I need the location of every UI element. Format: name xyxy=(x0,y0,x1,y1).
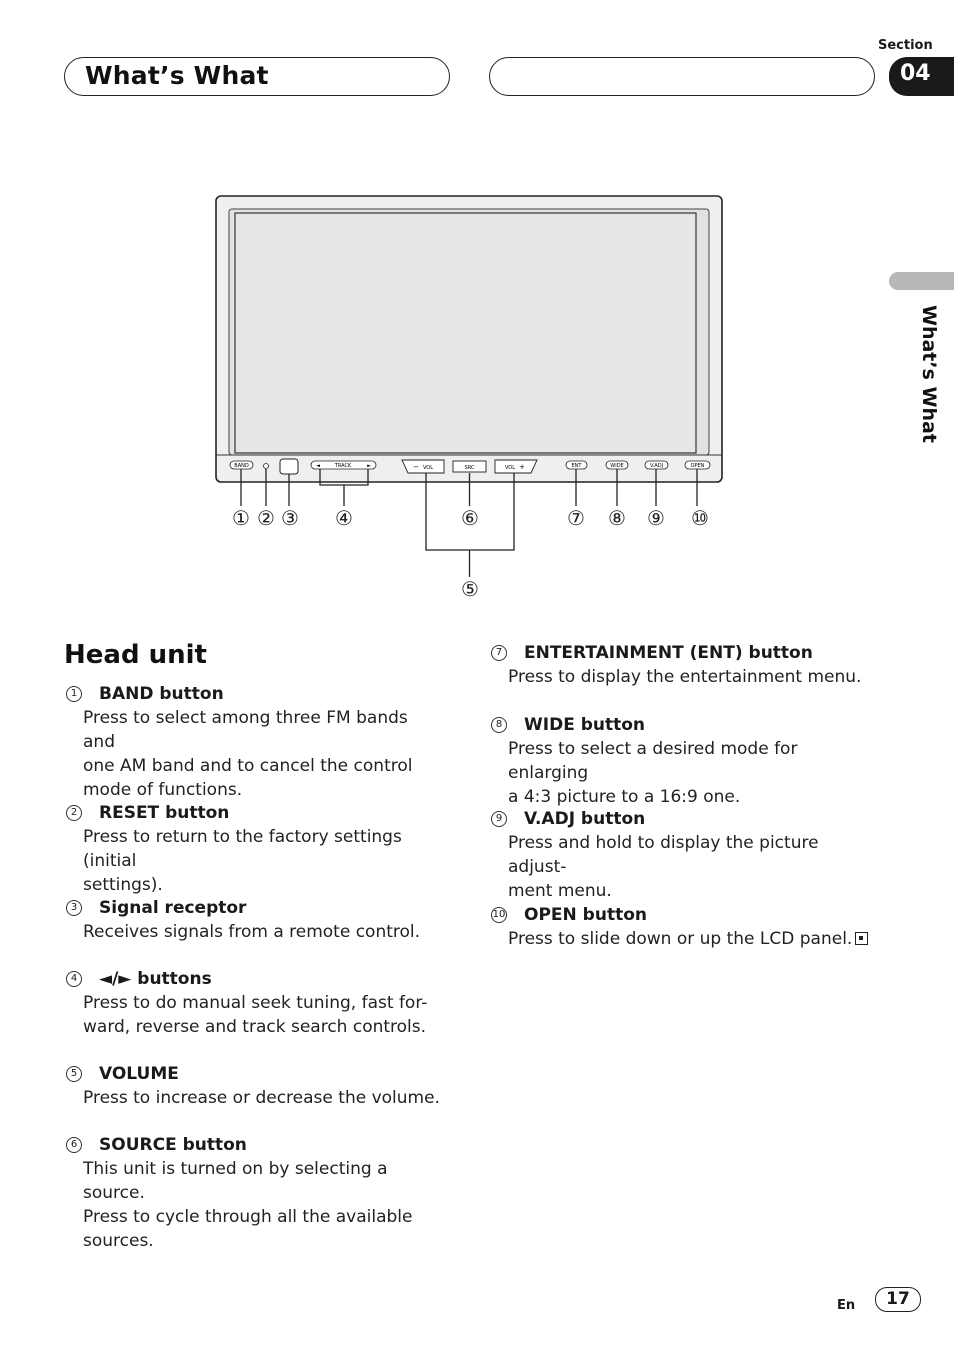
vadj-button-label: V.ADJ xyxy=(649,463,664,469)
item-number: 8 xyxy=(491,717,507,733)
vol-plus-label: VOL xyxy=(504,465,516,471)
section-number-badge: 04 xyxy=(889,57,954,96)
item-open xyxy=(489,903,869,951)
item-line: a 4:3 picture to a 16:9 one. xyxy=(508,787,741,807)
band-button-label: BAND xyxy=(234,463,249,469)
vol-minus-sign: − xyxy=(413,463,419,471)
item-title: OPEN button xyxy=(524,905,647,925)
item-ent xyxy=(489,641,869,689)
item-title: Signal receptor xyxy=(99,898,247,918)
section-heading: Head unit xyxy=(64,640,207,670)
track-right-arrow: ► xyxy=(367,463,371,469)
callout-10: ⑩ xyxy=(691,506,709,530)
item-line: Press to increase or decrease the volume. xyxy=(83,1088,440,1108)
callout-1: ① xyxy=(232,506,250,530)
item-line: Press to slide down or up the LCD panel. xyxy=(508,929,853,949)
item-line: settings). xyxy=(83,875,163,895)
item-vadj xyxy=(489,807,869,903)
callout-8: ⑧ xyxy=(608,506,626,530)
callout-5: ⑤ xyxy=(461,577,479,601)
item-number: 10 xyxy=(491,907,507,923)
callout-6: ⑥ xyxy=(461,506,479,530)
item-line: Press and hold to display the picture adjust- xyxy=(508,833,819,877)
item-reset xyxy=(64,801,444,897)
callout-9: ⑨ xyxy=(647,506,665,530)
item-title: WIDE button xyxy=(524,715,646,735)
item-signal-receptor xyxy=(64,896,444,944)
item-title: ENTERTAINMENT (ENT) button xyxy=(524,643,813,663)
item-title: BAND button xyxy=(99,684,224,704)
item-number: 7 xyxy=(491,645,507,661)
item-line: ward, reverse and track search controls. xyxy=(83,1017,427,1037)
item-line: mode of functions. xyxy=(83,780,243,800)
item-line: This unit is turned on by selecting a source. xyxy=(83,1159,388,1203)
wide-button-label: WIDE xyxy=(610,463,624,469)
item-number: 3 xyxy=(66,900,82,916)
item-line: Press to select a desired mode for enlarging xyxy=(508,739,798,783)
item-wide xyxy=(489,713,869,809)
item-number: 6 xyxy=(66,1137,82,1153)
item-title: ◄/► buttons xyxy=(99,969,212,989)
item-track-buttons xyxy=(64,967,444,1039)
item-volume xyxy=(64,1062,444,1110)
lcd-screen xyxy=(235,213,696,453)
item-source xyxy=(64,1133,444,1253)
item-title: SOURCE button xyxy=(99,1135,247,1155)
item-title: V.ADJ button xyxy=(524,809,646,829)
end-of-section-icon xyxy=(855,932,868,945)
side-vertical-label: What’s What xyxy=(918,305,940,443)
item-number: 1 xyxy=(66,686,82,702)
vol-plus-sign: + xyxy=(519,463,525,471)
language-label: En xyxy=(837,1298,856,1313)
item-line: Press to do manual seek tuning, fast for- xyxy=(83,993,428,1013)
item-number: 9 xyxy=(491,811,507,827)
item-band xyxy=(64,682,444,802)
track-left-arrow: ◄ xyxy=(316,463,320,469)
ent-button-label: ENT xyxy=(571,463,582,469)
item-line: Press to return to the factory settings (initial xyxy=(83,827,402,871)
reset-button-shape xyxy=(264,464,269,469)
item-number: 5 xyxy=(66,1066,82,1082)
callout-7: ⑦ xyxy=(567,506,585,530)
item-line: one AM band and to cancel the control xyxy=(83,756,413,776)
callout-2: ② xyxy=(257,506,275,530)
callout-4: ④ xyxy=(335,506,353,530)
signal-receptor-shape xyxy=(280,459,298,474)
item-line: Press to cycle through all the available xyxy=(83,1207,413,1227)
item-number: 2 xyxy=(66,805,82,821)
vol-minus-label: VOL xyxy=(422,465,434,471)
item-line: Press to display the entertainment menu. xyxy=(508,667,862,687)
item-line: sources. xyxy=(83,1231,154,1251)
item-title: VOLUME xyxy=(99,1064,179,1084)
item-line: Receives signals from a remote control. xyxy=(83,922,421,942)
open-button-label: OPEN xyxy=(690,463,705,469)
callout-3: ③ xyxy=(281,506,299,530)
item-line: Press to select among three FM bands and xyxy=(83,708,408,752)
src-button-label: SRC xyxy=(464,465,475,471)
item-title: RESET button xyxy=(99,803,230,823)
head-unit-diagram xyxy=(0,0,954,620)
item-line-with-end-mark xyxy=(508,927,869,951)
vol-plus-button-shape xyxy=(495,460,537,473)
item-number: 4 xyxy=(66,971,82,987)
page-number: 17 xyxy=(875,1287,921,1312)
page-title: What’s What xyxy=(85,61,269,90)
item-line: ment menu. xyxy=(508,881,612,901)
track-button-label: TRACK xyxy=(334,463,352,469)
section-label: Section xyxy=(878,38,933,53)
